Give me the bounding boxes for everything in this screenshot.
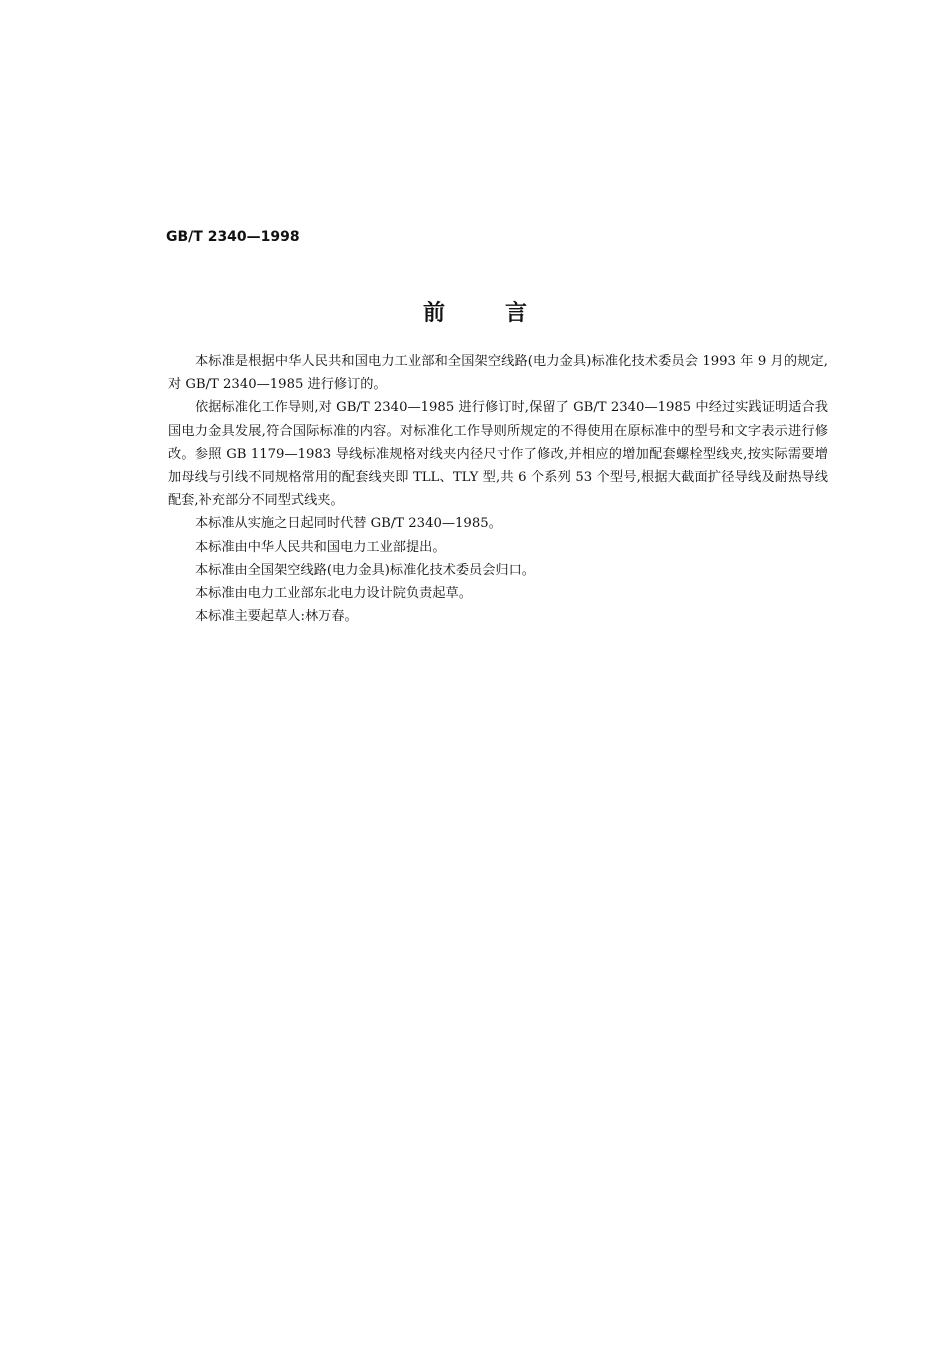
paragraph-proposer: 本标准由中华人民共和国电力工业部提出。 — [195, 539, 446, 555]
paragraph-centralized: 本标准由全国架空线路(电力金具)标准化技术委员会归口。 — [195, 562, 535, 578]
paragraph-replacement: 本标准从实施之日起同时代替 GB/T 2340—1985。 — [195, 516, 502, 532]
paragraph-basis: 本标准是根据中华人民共和国电力工业部和全国架空线路(电力金具)标准化技术委员会 1993 年 9 月的规定,对 GB/T 2340—1985 进行修订的。 — [168, 354, 828, 393]
page-title: 前言 — [422, 301, 587, 326]
paragraph-drafter: 本标准主要起草人:林万春。 — [195, 609, 358, 625]
paragraph-revision: 依据标准化工作导则,对 GB/T 2340—1985 进行修订时,保留了 GB/T 2340—1985 中经过实践证明适合我国电力金具发展,符合国际标准的内容。对标准化工作导则所规定的不得使用在原标准中的型号和文字表示进行修改。参照 GB 1179—1983 导线标准规格对线夹内径尺寸作了修改,并相应的增加配套螺栓型线夹,按实际需要增加母线与引线不同规格常用的配套线夹即 TLL、TLY 型,共 6 个系列 53 个型号,根据大截面扩径导线及耐热导线配套,补充部分不同型式线夹。 — [168, 400, 828, 509]
paragraph-drafting-unit: 本标准由电力工业部东北电力设计院负责起草。 — [195, 586, 472, 602]
foreword-body — [168, 350, 828, 628]
standard-code: GB/T 2340—1998 — [166, 229, 300, 245]
